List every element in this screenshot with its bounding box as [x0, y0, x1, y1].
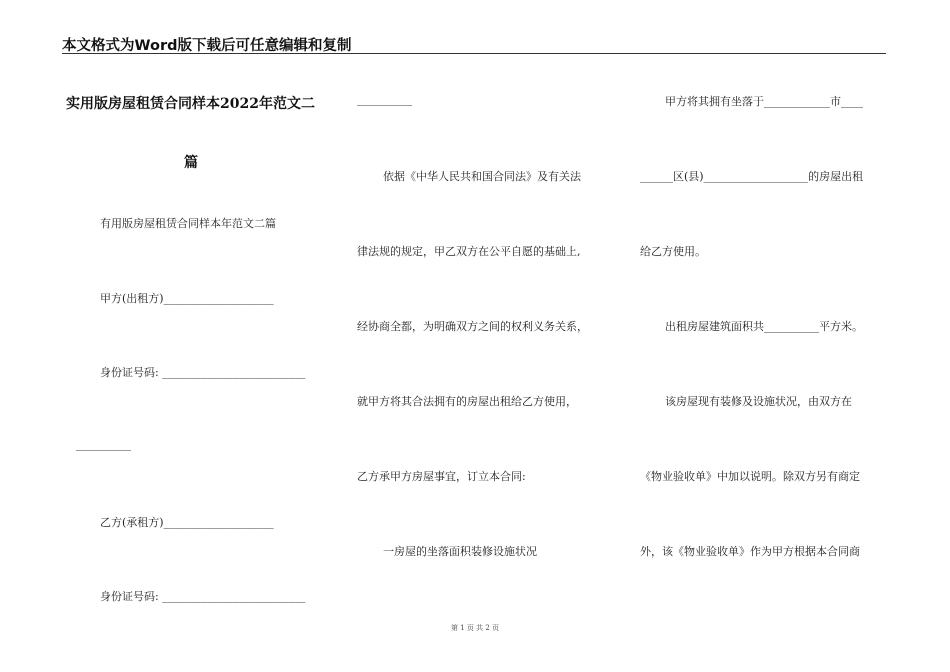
- party-a-field: 甲方(出租方)____________________: [100, 292, 274, 305]
- document-banner: 本文格式为Word版下载后可任意编辑和复制: [62, 38, 352, 54]
- document-title-line-2: 篇: [184, 155, 198, 171]
- col3-paragraph-line-2: ______区(县)___________________的房屋出租: [640, 170, 864, 183]
- party-a-extra-blank: __________: [76, 438, 131, 451]
- col3-paragraph-line-1: 甲方将其拥有坐落于____________市____: [665, 95, 863, 108]
- col3-paragraph-line-4: 出租房屋建筑面积共__________平方米。: [665, 320, 863, 333]
- col2-paragraph-line-1: 依据《中华人民共和国合同法》及有关法: [383, 170, 581, 183]
- col2-paragraph-line-5: 乙方承甲方房屋事宜，订立本合同:: [357, 470, 526, 483]
- page-number: 第 1 页 共 2 页: [450, 624, 500, 632]
- col3-paragraph-line-3: 给乙方使用。: [640, 245, 706, 258]
- col3-paragraph-line-6: 《物业验收单》中加以说明。除双方另有商定: [640, 470, 860, 483]
- col2-paragraph-line-3: 经协商全都，为明确双方之间的权利义务关系，: [357, 320, 588, 333]
- col3-paragraph-line-7: 外，该《物业验收单》作为甲方根据本合同商: [640, 545, 860, 558]
- col2-blank-line: __________: [357, 93, 412, 106]
- party-a-id-field: 身份证号码: __________________________: [100, 366, 306, 379]
- document-title-line-1: 实用版房屋租赁合同样本2022年范文二: [66, 96, 315, 112]
- col3-paragraph-line-5: 该房屋现有装修及设施状况，由双方在: [665, 395, 852, 408]
- section-heading-property: 一房屋的坐落面积装修设施状况: [383, 545, 537, 558]
- header-divider: [62, 53, 886, 54]
- col2-paragraph-line-2: 律法规的规定，甲乙双方在公平自愿的基础上,: [357, 245, 581, 258]
- party-b-field: 乙方(承租方)____________________: [100, 516, 274, 529]
- col2-paragraph-line-4: 就甲方将其合法拥有的房屋出租给乙方使用，: [357, 395, 577, 408]
- party-b-id-field: 身份证号码: __________________________: [100, 590, 306, 603]
- document-subtitle: 有用版房屋租赁合同样本年范文二篇: [100, 217, 276, 230]
